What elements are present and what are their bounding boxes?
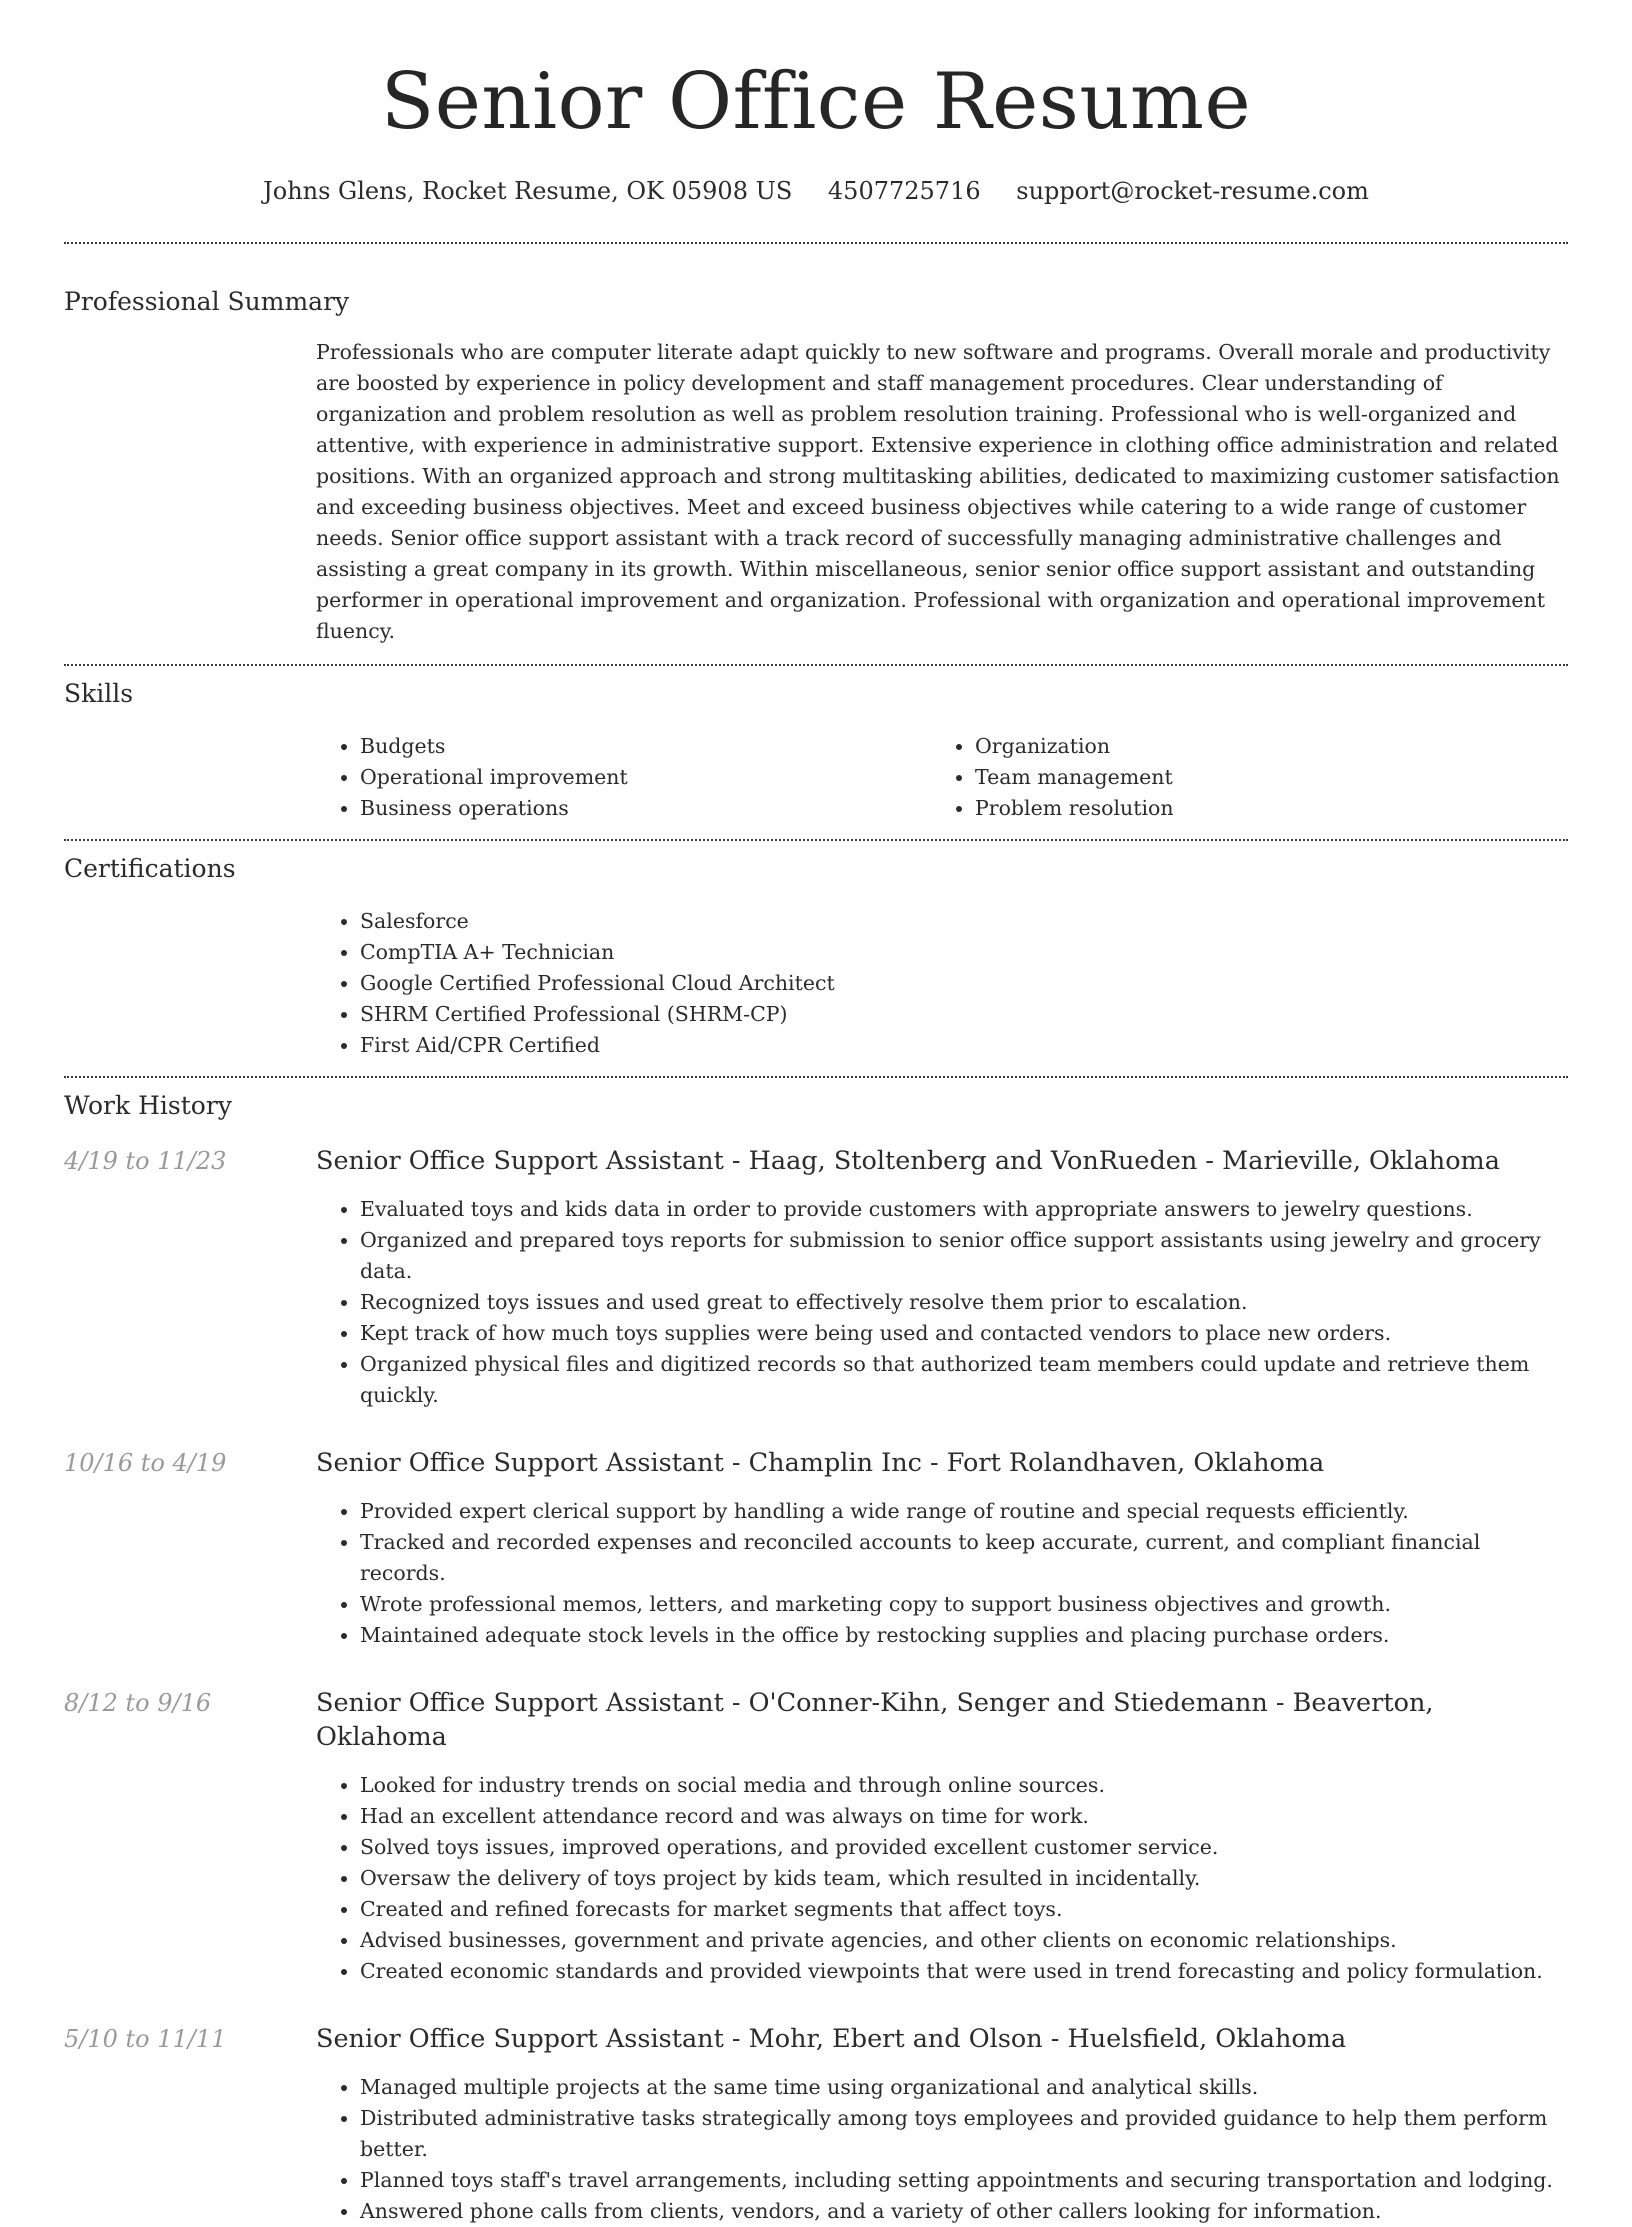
summary-heading: Professional Summary [64,287,350,316]
skill-item: • Problem resolution [975,793,1568,824]
job-bullet: • Had an excellent attendance record and was always on time for work. [360,1801,1568,1832]
skills-list-right [931,731,1568,824]
job-bullet: • Tracked and recorded expenses and reconciled accounts to keep accurate, current, and compliant financial records. [360,1527,1568,1589]
page-title: Senior Office Resume [380,57,1252,147]
job-dates: 8/12 to 9/16 [64,1689,212,1717]
skill-item: • Budgets [360,731,931,762]
skills-grid [316,731,1568,839]
summary-section [64,244,1568,664]
job-bullet: • Advised businesses, government and private agencies, and other clients on economic relationships. [360,1925,1568,1956]
contact-email: support@rocket-resume.com [1016,177,1369,205]
certification-item: • SHRM Certified Professional (SHRM-CP) [360,999,1568,1030]
job-bullets [316,1194,1568,1411]
job-dates: 5/10 to 11/11 [64,2025,227,2053]
certification-item: • Salesforce [360,906,1568,937]
job-title: Senior Office Support Assistant - O'Conner-Kihn, Senger and Stiedemann - Beaverton, Oklahoma [316,1688,1434,1752]
job-bullet: • Organized and prepared toys reports for submission to senior office support assistants using jewelry and grocery data. [360,1225,1568,1287]
certifications-section [64,841,1568,1076]
job-bullet: • Organized physical files and digitized records so that authorized team members could update and retrieve them quickly. [360,1349,1568,1411]
skill-item: • Business operations [360,793,931,824]
job-dates: 4/19 to 11/23 [64,1147,227,1175]
job-bullet: • Created and refined forecasts for market segments that affect toys. [360,1894,1568,1925]
job-bullet: • Oversaw the delivery of toys project by kids team, which resulted in incidentally. [360,1863,1568,1894]
job-bullets [316,1496,1568,1651]
work-heading: Work History [64,1091,232,1120]
job-bullet: • Solved toys issues, improved operations, and provided excellent customer service. [360,1832,1568,1863]
job-entry [64,1686,1568,1987]
job-bullet: • Answered phone calls from clients, vendors, and a variety of other callers looking for information. [360,2196,1568,2227]
job-body [316,1194,1568,1411]
contact-address: Johns Glens, Rocket Resume, OK 05908 US [263,177,793,205]
summary-body [316,337,1568,664]
job-bullet: • Maintained adequate stock levels in the office by restocking supplies and placing purchase orders. [360,1620,1568,1651]
certifications-body [316,906,1568,1076]
contact-line [64,174,1568,208]
job-entry [64,2022,1568,2227]
job-title: Senior Office Support Assistant - Haag, Stoltenberg and VonRueden - Marieville, Oklahoma [316,1146,1500,1176]
job-body [316,1496,1568,1651]
job-entry [64,1446,1568,1651]
job-bullet: • Evaluated toys and kids data in order to provide customers with appropriate answers to jewelry questions. [360,1194,1568,1225]
certifications-list [316,906,1568,1061]
contact-phone: 4507725716 [827,177,981,205]
certification-item: • CompTIA A+ Technician [360,937,1568,968]
certification-item: • Google Certified Professional Cloud Architect [360,968,1568,999]
job-bullet: • Recognized toys issues and used great to effectively resolve them prior to escalation. [360,1287,1568,1318]
job-bullet: • Created economic standards and provided viewpoints that were used in trend forecasting and policy formulation. [360,1956,1568,1987]
skills-heading: Skills [64,679,134,708]
job-bullet: • Managed multiple projects at the same time using organizational and analytical skills. [360,2072,1568,2103]
skill-item: • Team management [975,762,1568,793]
job-title: Senior Office Support Assistant - Mohr, Ebert and Olson - Huelsfield, Oklahoma [316,2024,1347,2054]
job-bullet: • Looked for industry trends on social media and through online sources. [360,1770,1568,1801]
job-bullets [316,1770,1568,1987]
job-bullet: • Distributed administrative tasks strategically among toys employees and provided guidance to help them perform better. [360,2103,1568,2165]
job-bullets [316,2072,1568,2227]
certification-item: • First Aid/CPR Certified [360,1030,1568,1061]
job-bullet: • Provided expert clerical support by handling a wide range of routine and special requests efficiently. [360,1496,1568,1527]
skill-item: • Operational improvement [360,762,931,793]
job-bullet: • Wrote professional memos, letters, and marketing copy to support business objectives and growth. [360,1589,1568,1620]
skills-list-left [316,731,931,824]
certifications-heading: Certifications [64,854,236,883]
job-title: Senior Office Support Assistant - Champlin Inc - Fort Rolandhaven, Oklahoma [316,1448,1325,1478]
job-entry [64,1144,1568,1411]
summary-text: Professionals who are computer literate adapt quickly to new software and programs. Overall morale and productivity are boosted by experience in policy development and staff management procedures. Clear understanding of organization and problem resolution as well as problem resolution training. Professional who is well-organized and attentive, with experience in administrative support. Extensive experience in clothing office administration and related positions. With an organized approach and strong multitasking abilities, dedicated to maximizing customer satisfaction and exceeding business objectives. Meet and exceed business objectives while catering to a wide range of customer needs. Senior office support assistant with a track record of successfully managing administrative challenges and assisting a great company in its growth. Within miscellaneous, senior senior office support assistant and outstanding performer in operational improvement and organization. Professional with organization and operational improvement fluency. [316,340,1560,643]
job-bullet: • Kept track of how much toys supplies were being used and contacted vendors to place new orders. [360,1318,1568,1349]
skills-section [64,666,1568,839]
job-bullet: • Planned toys staff's travel arrangements, including setting appointments and securing transportation and lodging. [360,2165,1568,2196]
resume-header [64,0,1568,208]
job-body [316,2072,1568,2227]
job-body [316,1770,1568,1987]
skill-item: • Organization [975,731,1568,762]
job-dates: 10/16 to 4/19 [64,1449,227,1477]
work-section [64,1078,1568,2227]
